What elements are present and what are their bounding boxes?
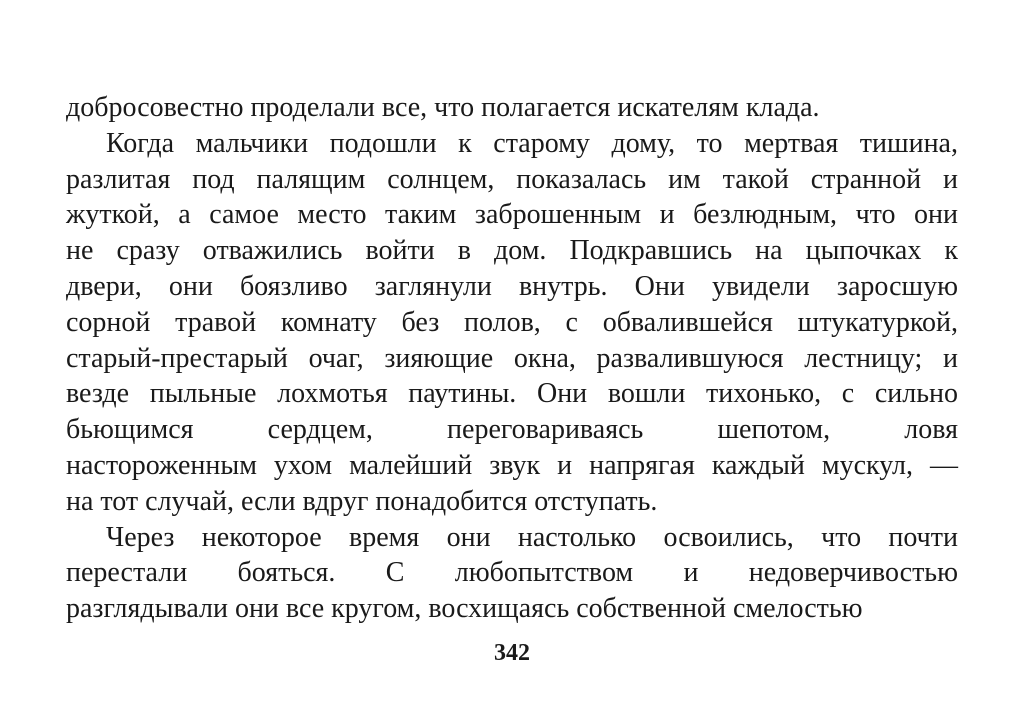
text-line: настороженным ухом малейший звук и напрягая каждый мускул, —: [66, 449, 958, 481]
text-line: разлитая под палящим солнцем, показалась им такой странной и: [66, 163, 958, 195]
text-line: бьющимся сердцем, переговариваясь шепотом, ловя: [66, 414, 958, 446]
text-line: жуткой, а самое место таким заброшенным и безлюдным, что они: [66, 199, 958, 231]
page-number: 342: [494, 640, 530, 666]
text-line: Через некоторое время они настолько освоились, что почти: [106, 521, 958, 553]
text-line: добросовестно проделали все, что полагается искателям клада.: [66, 92, 820, 123]
page-body: [66, 90, 958, 627]
text-line: везде пыльные лохмотья паутины. Они вошли тихонько, с сильно: [66, 378, 958, 410]
text-line: на тот случай, если вдруг понадобится отступать.: [66, 485, 658, 517]
text-line: сорной травой комнату без полов, с обвалившейся штукатуркой,: [66, 306, 958, 338]
text-line: Когда мальчики подошли к старому дому, то мертвая тишина,: [106, 127, 958, 159]
text-line: перестали бояться. С любопытством и недоверчивостью: [66, 557, 958, 589]
text-line: не сразу отважились войти в дом. Подкравшись на цыпочках к: [66, 235, 958, 267]
text-line: разглядывали они все кругом, восхищаясь собственной смелостью: [66, 593, 863, 625]
text-line: старый-престарый очаг, зияющие окна, развалившуюся лестницу; и: [66, 342, 958, 374]
text-line: двери, они боязливо заглянули внутрь. Они увидели заросшую: [66, 270, 958, 302]
